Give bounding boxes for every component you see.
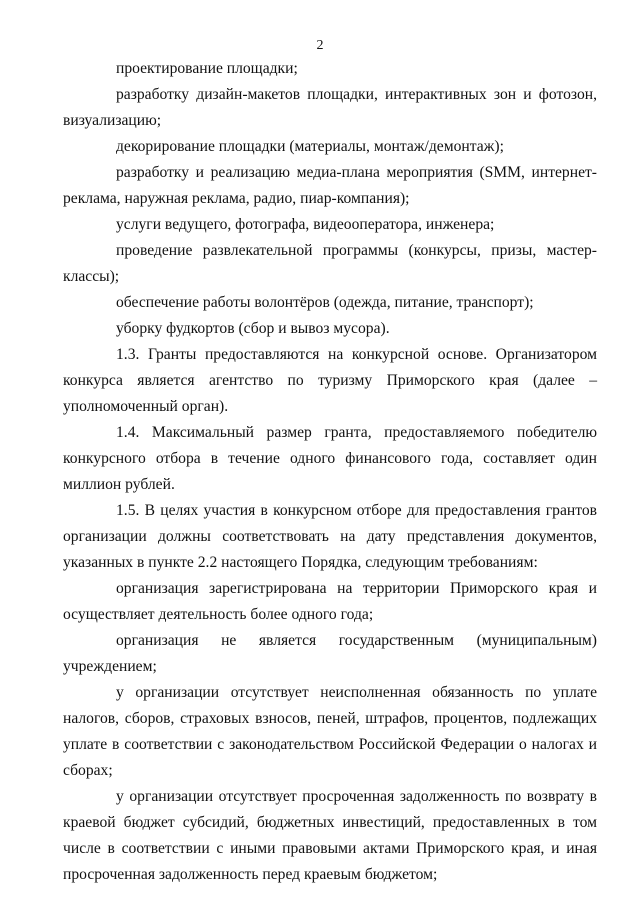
paragraph-5: услуги ведущего, фотографа, видеооператора, инженера; [116, 216, 495, 233]
requirement-1: организация зарегистрирована на территории Приморского края и осуществляет деятельность более одного года; [63, 580, 597, 623]
paragraph-7: обеспечение работы волонтёров (одежда, питание, транспорт); [116, 294, 534, 311]
paragraph-3: декорирование площадки (материалы, монтаж/демонтаж); [116, 138, 504, 155]
document-body [63, 56, 597, 888]
requirement-3: у организации отсутствует неисполненная обязанность по уплате налогов, сборов, страховых взносов, пеней, штрафов, процентов, подлежащих уплате в соответствии с законодательством Российской Федерации о налогах и сборах; [63, 684, 597, 779]
page-number: 2 [316, 38, 324, 53]
paragraph-1: проектирование площадки; [116, 60, 298, 77]
paragraph-8: уборку фудкортов (сбор и вывоз мусора). [116, 320, 390, 337]
paragraph-1-3: 1.3. Гранты предоставляются на конкурсной основе. Организатором конкурса является агентство по туризму Приморского края (далее – уполномоченный орган). [63, 346, 597, 415]
requirement-4: у организации отсутствует просроченная задолженность по возврату в краевой бюджет субсидий, бюджетных инвестиций, предоставленных в том числе в соответствии с иными правовыми актами Приморского края, и иная просроченная задолженность перед краевым бюджетом; [63, 788, 597, 883]
requirement-2: организация не является государственным (муниципальным) учреждением; [63, 632, 597, 675]
paragraph-2: разработку дизайн-макетов площадки, интерактивных зон и фотозон, визуализацию; [63, 86, 597, 129]
paragraph-4: разработку и реализацию медиа-плана мероприятия (SMM, интернет-реклама, наружная реклама, радио, пиар-компания); [63, 164, 597, 207]
paragraph-1-5: 1.5. В целях участия в конкурсном отборе для предоставления грантов организации должны соответствовать на дату представления документов, указанных в пункте 2.2 настоящего Порядка, следующим требованиям: [63, 502, 597, 571]
paragraph-1-4: 1.4. Максимальный размер гранта, предоставляемого победителю конкурсного отбора в течение одного финансового года, составляет один миллион рублей. [63, 424, 597, 493]
paragraph-6: проведение развлекательной программы (конкурсы, призы, мастер-классы); [63, 242, 597, 285]
